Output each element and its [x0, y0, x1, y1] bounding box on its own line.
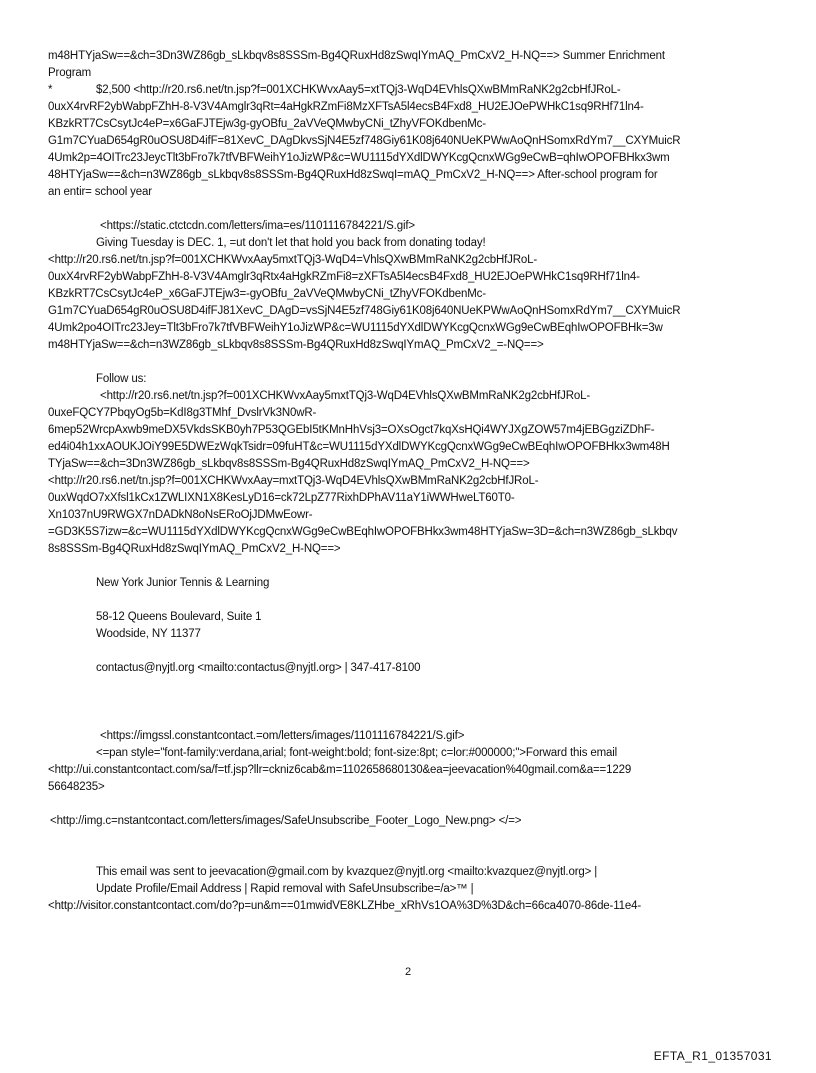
spacer — [48, 796, 776, 813]
giving-tuesday-line: Giving Tuesday is DEC. 1, =ut don't let that hold you back from donating today! — [96, 237, 486, 249]
text-line: <http://r20.rs6.net/tn.jsp?f=001XCHKWvxAay=mxtTQj3-WqD4EVhlsQXwBMmRaNK2g2cbHfJRoL- — [48, 475, 539, 487]
bullet-line — [48, 82, 776, 99]
text-line: 6mep52WrcpAxwb9meDX5VkdsSKB0yh7P53QGEbI5tKMnHhVsj3=OXsOgct7kqXsHQi4WYJXgZOW57m4jEBGgziZDhF- — [48, 424, 655, 436]
spacer — [48, 558, 776, 575]
spacer — [48, 643, 776, 660]
text-line: 48HTYjaSw==&ch=n3WZ86gb_sLkbqv8s8SSSm-Bg4QRuxHd8zSwqI=mAQ_PmCxV2_H-NQ==> After-school program for — [48, 169, 658, 181]
follow-us-heading: Follow us: — [96, 373, 147, 385]
spacer — [48, 592, 776, 609]
text-line: m48HTYjaSw==&ch=n3WZ86gb_sLkbqv8s8SSSm-Bg4QRuxHd8zSwqIYmAQ_PmCxV2_=-NQ==> — [48, 339, 544, 351]
text-line: $2,500 <http://r20.rs6.net/tn.jsp?f=001XCHKWvxAay5=xtTQj3-WqD4EVhlsQXwBMmRaNK2g2cbHfJRoL- — [96, 84, 621, 96]
text-line: KBzkRT7CsCsytJc4eP_x6GaFJTEjw3=-gyOBfu_2aVVeQMwbyCNi_tZhyVFOKdbenMc- — [48, 288, 486, 300]
update-profile-line: Update Profile/Email Address | Rapid removal with SafeUnsubscribe=/a>™ | — [96, 883, 474, 895]
spacer — [48, 830, 776, 864]
text-line: 0uxeFQCY7PbqyOg5b=KdI8g3TMhf_DvslrVk3N0wR- — [48, 407, 317, 419]
text-line: m48HTYjaSw==&ch=3Dn3WZ86gb_sLkbqv8s8SSSm-Bg4QRuxHd8zSwqIYmAQ_PmCxV2_H-NQ==> Summer Enrichment — [48, 50, 665, 62]
address-city: Woodside, NY 11377 — [96, 628, 201, 640]
unsubscribe-logo-line: <http://img.c=nstantcontact.com/letters/images/SafeUnsubscribe_Footer_Logo_New.png> </=> — [50, 815, 522, 827]
image-link-line: <https://imgssl.constantcontact.=om/letters/images/1101116784221/S.gif> — [100, 730, 465, 742]
spacer — [48, 201, 776, 218]
text-line: an entir= school year — [48, 186, 152, 198]
text-line: 4Umk2p=4OITrc23JeycTlt3bFro7k7tfVBFWeihY1oJizWP&c=WU1115dYXdlDWYKcgQcnxWGg9eCwB=qhIwOPOFBHkx3wm — [48, 152, 670, 164]
text-line: Xn1037nU9RWGX7nDADkN8oNsERoOjJDMwEowr- — [48, 509, 313, 521]
spacer — [48, 354, 776, 371]
image-link-line: <https://static.ctctcdn.com/letters/ima=es/1101116784221/S.gif> — [100, 220, 415, 232]
text-line: Program — [48, 67, 92, 79]
text-line: <http://r20.rs6.net/tn.jsp?f=001XCHKWvxAay5mxtTQj3-WqD4=VhlsQXwBMmRaNK2g2cbHfJRoL- — [48, 254, 538, 266]
document-id: EFTA_R1_01357031 — [653, 1049, 772, 1063]
forward-email-line: <=pan style="font-family:verdana,arial; font-weight:bold; font-size:8pt; c=lor:#000000;">Forward this email — [96, 747, 618, 759]
text-line: ed4i04h1xxAOUKJOiY99E5DWEzWqkTsidr=09fuHT&c=WU1115dYXdlDWYKcgQcnxWGg9eCwBEqhIwOPOFBHkx3wm48H — [48, 441, 670, 453]
text-line: G1m7CYuaD654gR0uOSU8D4ifF=81XevC_DAgDkvsSjN4E5zf748Giy61K08j640NUeKPWwAoQnHSomxRdYm7__CXYMuicR — [48, 135, 681, 147]
text-line: 0uxX4rvRF2ybWabpFZhH-8-V3V4Amglr3qRt=4aHgkRZmFi8MzXFTsA5l4ecsB4Fxd8_HU2EJOePWHkC1sq9RHf71ln4- — [48, 101, 644, 113]
text-line: <http://visitor.constantcontact.com/do?p=un&m==01mwidVE8KLZHbe_xRhVs1OA%3D%3D&ch=66ca4070-86de-11e4- — [48, 900, 642, 912]
spacer — [48, 677, 776, 711]
bullet-marker: * — [48, 84, 53, 96]
text-line: <http://r20.rs6.net/tn.jsp?f=001XCHKWvxAay5mxtTQj3-WqD4EVhlsQXwBMmRaNK2g2cbHfJRoL- — [100, 390, 591, 402]
text-line: =GD3K5S7izw=&c=WU1115dYXdlDWYKcgQcnxWGg9eCwBEqhIwOPOFBHkx3wm48HTYjaSw=3D=&ch=n3WZ86gb_sLkbqv — [48, 526, 678, 538]
address-street: 58-12 Queens Boulevard, Suite 1 — [96, 611, 262, 623]
text-line: 8s8SSSm-Bg4QRuxHd8zSwqIYmAQ_PmCxV2_H-NQ==> — [48, 543, 341, 555]
text-line: 0uxWqdO7xXfsl1kCx1ZWLIXN1X8KesLyD16=ck72LpZ77RixhDPhAV11aY1iWWHweLT60T0- — [48, 492, 515, 504]
contact-line: contactus@nyjtl.org <mailto:contactus@nyjtl.org> | 347-417-8100 — [96, 662, 421, 674]
text-line: 4Umk2po4OITrc23Jey=Tlt3bFro7k7tfVBFWeihY1oJizWP&c=WU1115dYXdlDWYKcgQcnxWGg9eCwBEqhIwOPOFBHk=3w — [48, 322, 663, 334]
text-line: <http://ui.constantcontact.com/sa/f=tf.jsp?llr=ckniz6cab&m=1102658680130&ea=jeevacation%40gmail.com&a==1229 — [48, 764, 632, 776]
document-body — [48, 48, 776, 915]
spacer — [48, 711, 776, 728]
text-line: 0uxX4rvRF2ybWabpFZhH-8-V3V4Amglr3qRtx4aHgkRZmFi8=zXFTsA5l4ecsB4Fxd8_HU2EJOePWHkC1sq9RHf71ln4- — [48, 271, 640, 283]
text-line: TYjaSw==&ch=3Dn3WZ86gb_sLkbqv8s8SSSm-Bg4QRuxHd8zSwqIYmAQ_PmCxV2_H-NQ==> — [48, 458, 530, 470]
sent-to-line: This email was sent to jeevacation@gmail.com by kvazquez@nyjtl.org <mailto:kvazquez@nyjtl.org> | — [96, 866, 598, 878]
text-line: G1m7CYuaD654gR0uOSU8D4ifFJ81XevC_DAgD=vsSjN4E5zf748Giy61K08j640NUeKPWwAoQnHSomxRdYm7__CXYMuicR — [48, 305, 681, 317]
text-line: 56648235> — [48, 781, 105, 793]
page-number: 2 — [404, 966, 412, 978]
org-name: New York Junior Tennis & Learning — [96, 577, 270, 589]
text-line: KBzkRT7CsCsytJc4eP=x6GaFJTEjw3g-gyOBfu_2aVVeQMwbyCNi_tZhyVFOKdbenMc- — [48, 118, 486, 130]
